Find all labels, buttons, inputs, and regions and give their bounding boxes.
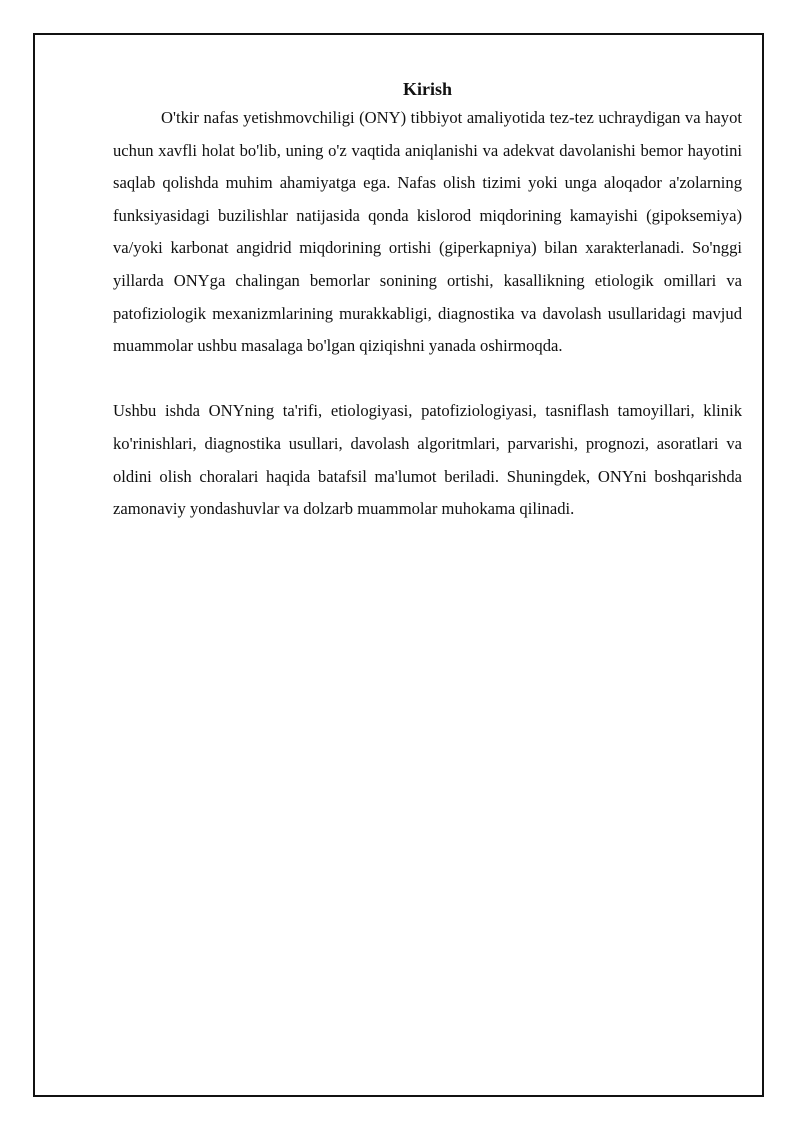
intro-paragraph: O'tkir nafas yetishmovchiligi (ONY) tibbiyot amaliyotida tez-tez uchraydigan va hayot uchun xavfli holat bo'lib, uning o'z vaqtida aniqlanishi va adekvat davolanishi bemor hayotini saqlab qolishda muhim ahamiyatga ega. Nafas olish tizimi yoki unga aloqador a'zolarning funksiyasidagi buzilishlar natijasida qonda kislorod miqdorining kamayishi (gipoksemiya) va/yoki karbonat angidrid miqdorining ortishi (giperkapniya) bilan xarakterlanadi. So'nggi yillarda ONYga chalingan bemorlar sonining ortishi, kasallikning etiologik omillari va patofiziologik mexanizmlarining murakkabligi, diagnostika va davolash usullaridagi mavjud muammolar ushbu masalaga bo'lgan qiziqishni yanada oshirmoqda. [113, 108, 742, 356]
section-title: Kirish [402, 79, 452, 99]
page-content [113, 76, 742, 526]
scope-paragraph: Ushbu ishda ONYning ta'rifi, etiologiyasi, patofiziologiyasi, tasniflash tamoyillari, klinik ko'rinishlari, diagnostika usullari, davolash algoritmlari, parvarishi, prognozi, asoratlari va oldini olish choralari haqida batafsil ma'lumot beriladi. Shuningdek, ONYni boshqarishda zamonaviy yondashuvlar va dolzarb muammolar muhokama qilinadi. [113, 401, 742, 519]
